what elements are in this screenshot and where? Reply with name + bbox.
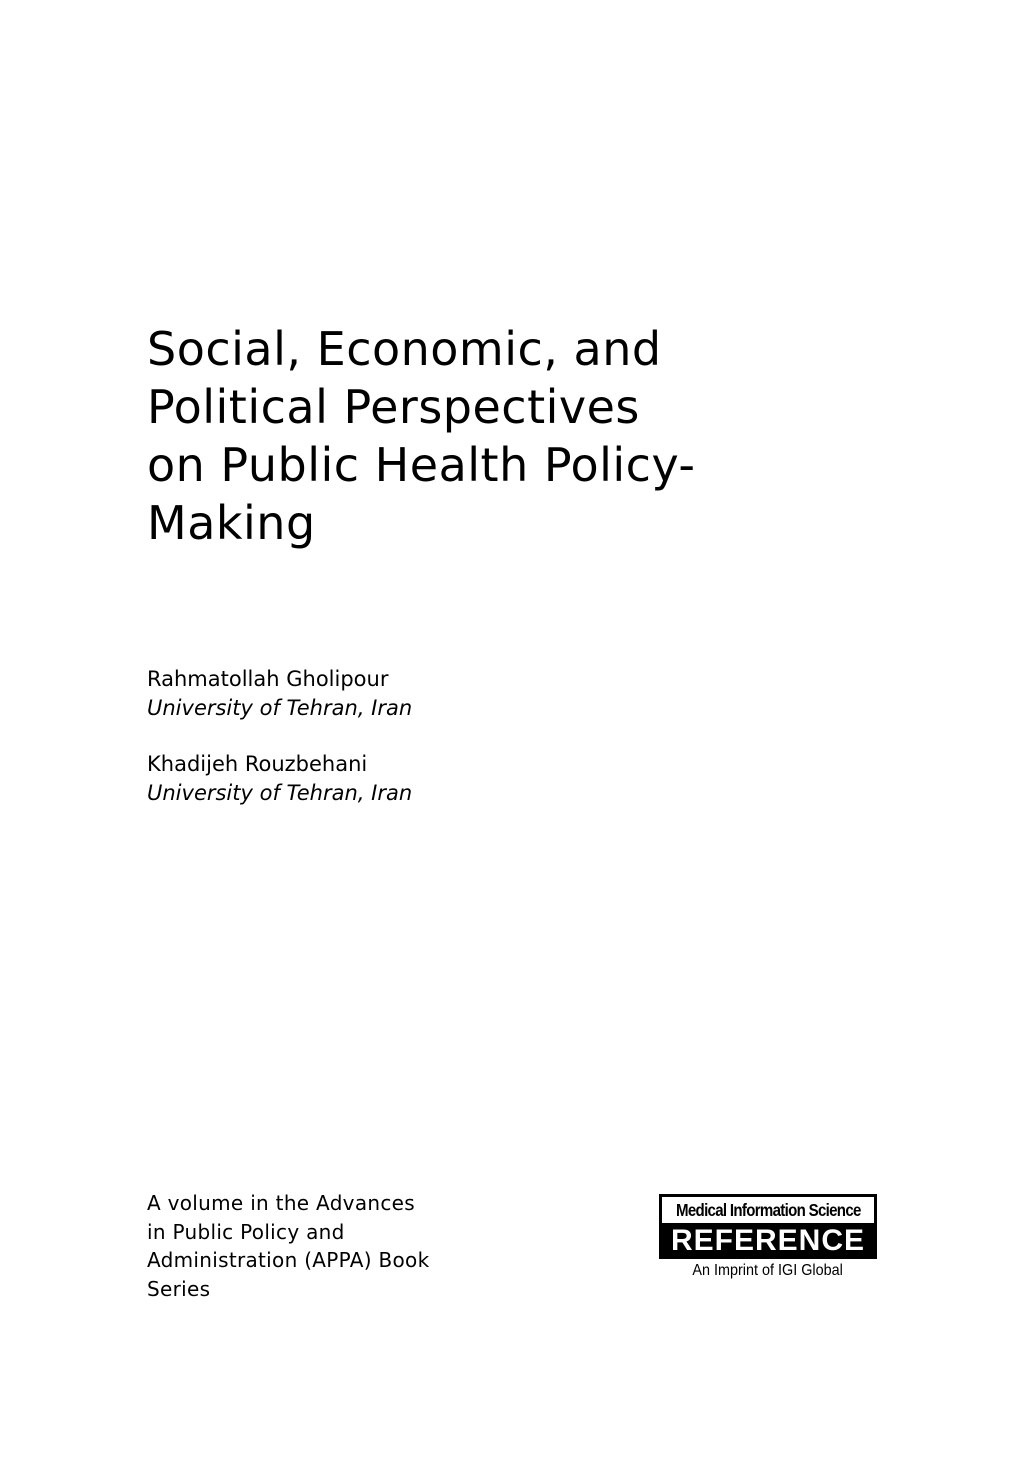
author-affiliation: University of Tehran, Iran xyxy=(147,781,413,805)
publisher-logo-top xyxy=(659,1194,877,1223)
series-note xyxy=(147,1189,429,1303)
author-block xyxy=(147,665,412,723)
series-note-line: Series xyxy=(147,1276,211,1301)
publisher-imprint-name-top: Medical Information Science xyxy=(675,1199,861,1220)
book-title-line: Making xyxy=(147,496,316,550)
author-block xyxy=(147,750,412,808)
publisher-imprint-tagline xyxy=(659,1262,877,1280)
author-name: Khadijeh Rouzbehani xyxy=(147,752,368,776)
publisher-logo-bottom xyxy=(659,1223,877,1259)
book-title-line: Political Perspectives xyxy=(147,380,640,434)
series-note-line: in Public Policy and xyxy=(147,1219,345,1244)
book-title-line: on Public Health Policy- xyxy=(147,438,696,492)
author-affiliation: University of Tehran, Iran xyxy=(147,696,413,720)
publisher-imprint-name-bottom: REFERENCE xyxy=(670,1224,866,1257)
author-name: Rahmatollah Gholipour xyxy=(147,667,389,691)
series-note-line: A volume in the Advances xyxy=(147,1191,415,1215)
series-note-line: Administration (APPA) Book xyxy=(147,1248,430,1272)
publisher-imprint-tagline-text: An Imprint of IGI Global xyxy=(692,1262,844,1279)
publisher-logo xyxy=(659,1194,877,1280)
book-title-line: Social, Economic, and xyxy=(147,322,662,376)
book-title xyxy=(147,320,867,552)
